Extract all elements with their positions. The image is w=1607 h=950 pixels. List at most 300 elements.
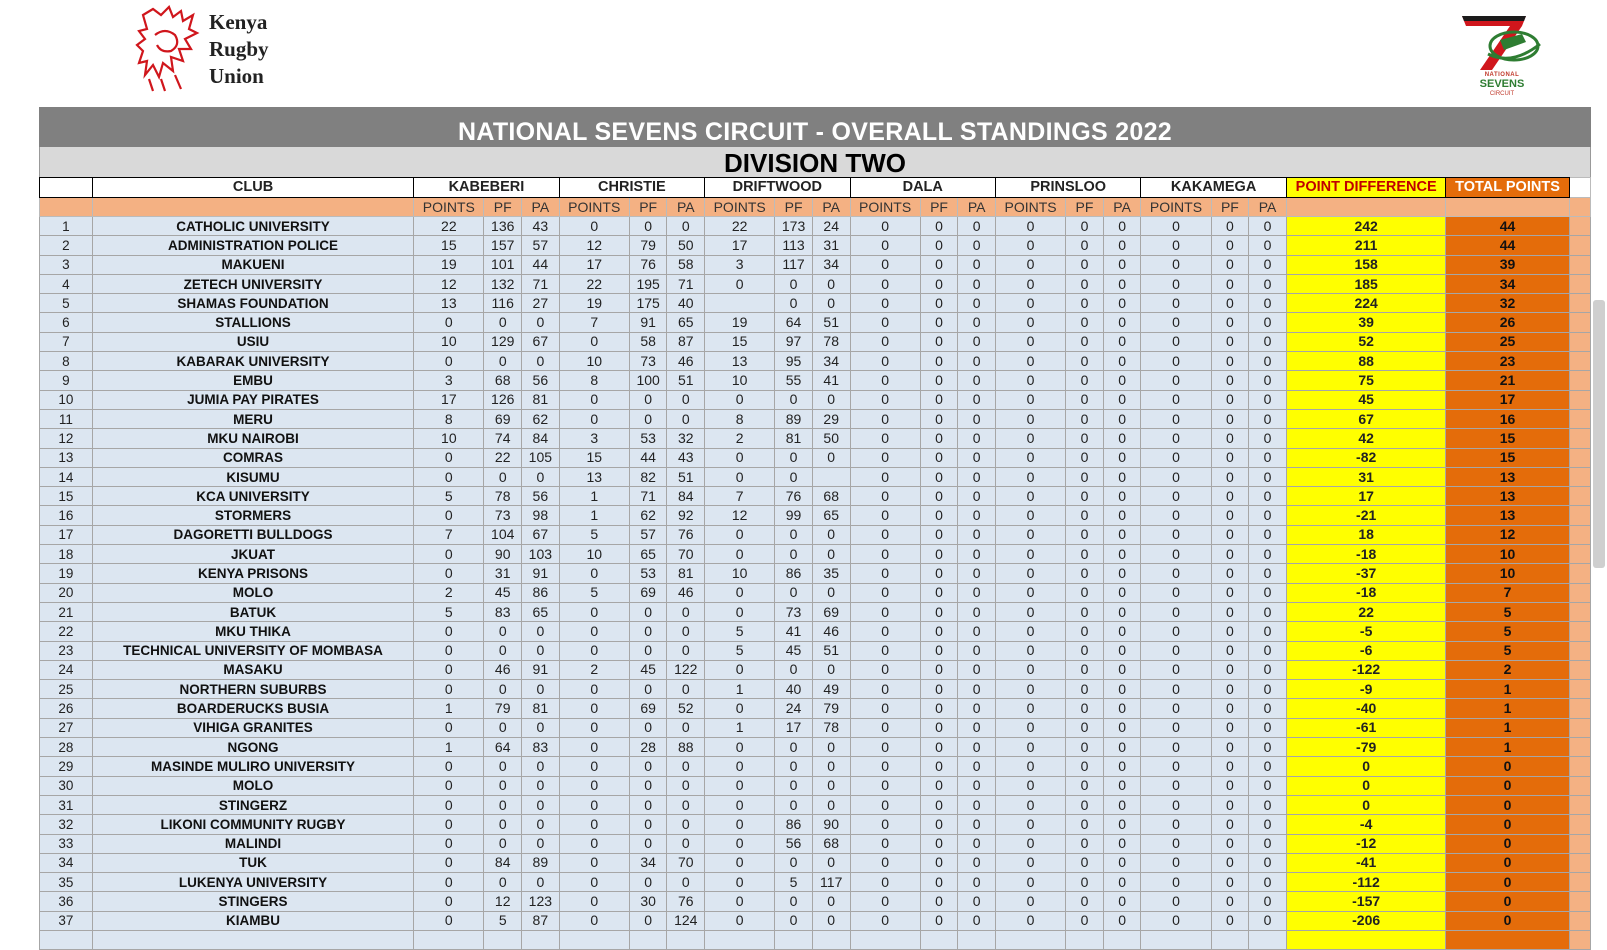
pa-cell: 0 bbox=[1249, 834, 1287, 853]
points-cell: 0 bbox=[1141, 332, 1211, 351]
points-subheader: POINTS bbox=[1141, 198, 1211, 217]
points-cell: 17 bbox=[414, 390, 484, 409]
table-row bbox=[40, 217, 1591, 236]
pf-cell: 53 bbox=[629, 564, 667, 583]
points-cell: 0 bbox=[850, 390, 920, 409]
pf-cell: 82 bbox=[629, 467, 667, 486]
tournament-header: PRINSLOO bbox=[995, 178, 1140, 198]
position-cell: 29 bbox=[40, 757, 93, 776]
points-cell: 0 bbox=[559, 738, 629, 757]
pa-cell: 105 bbox=[522, 448, 560, 467]
filler-cell bbox=[1569, 371, 1590, 390]
table-row bbox=[40, 294, 1591, 313]
point-difference-cell: 42 bbox=[1286, 429, 1446, 448]
empty-cell bbox=[414, 930, 484, 949]
pa-cell: 0 bbox=[812, 776, 850, 795]
pf-cell: 0 bbox=[1066, 873, 1104, 892]
pa-cell: 56 bbox=[522, 487, 560, 506]
pa-cell: 71 bbox=[667, 274, 705, 293]
pf-cell: 0 bbox=[920, 390, 958, 409]
total-points-cell: 0 bbox=[1446, 911, 1569, 930]
filler-cell bbox=[1569, 332, 1590, 351]
table-row bbox=[40, 680, 1591, 699]
position-cell: 11 bbox=[40, 409, 93, 428]
pa-cell: 0 bbox=[958, 409, 996, 428]
pf-cell: 0 bbox=[775, 757, 813, 776]
points-cell: 0 bbox=[559, 680, 629, 699]
points-cell: 0 bbox=[559, 390, 629, 409]
pa-subheader: PA bbox=[667, 198, 705, 217]
pf-cell: 173 bbox=[775, 217, 813, 236]
pa-cell: 0 bbox=[958, 795, 996, 814]
points-cell: 0 bbox=[559, 409, 629, 428]
pa-cell: 78 bbox=[812, 718, 850, 737]
points-cell: 10 bbox=[414, 332, 484, 351]
points-cell: 0 bbox=[995, 448, 1065, 467]
total-points-cell: 2 bbox=[1446, 660, 1569, 679]
pf-cell: 0 bbox=[1211, 274, 1249, 293]
club-cell: LUKENYA UNIVERSITY bbox=[92, 873, 413, 892]
filler-cell bbox=[1569, 525, 1590, 544]
points-cell: 0 bbox=[559, 699, 629, 718]
pf-cell: 0 bbox=[920, 873, 958, 892]
pf-cell: 0 bbox=[1211, 660, 1249, 679]
points-cell: 0 bbox=[995, 911, 1065, 930]
pa-cell: 43 bbox=[522, 217, 560, 236]
pa-cell: 0 bbox=[1103, 545, 1141, 564]
points-cell: 0 bbox=[414, 873, 484, 892]
pf-cell: 117 bbox=[775, 255, 813, 274]
points-cell: 0 bbox=[414, 622, 484, 641]
pf-cell: 5 bbox=[484, 911, 522, 930]
pa-subheader: PA bbox=[1103, 198, 1141, 217]
pf-cell: 73 bbox=[629, 352, 667, 371]
points-cell: 0 bbox=[850, 583, 920, 602]
table-row bbox=[40, 776, 1591, 795]
filler-cell bbox=[1569, 853, 1590, 872]
standings-sheet bbox=[39, 107, 1591, 950]
pf-cell: 129 bbox=[484, 332, 522, 351]
pf-cell: 0 bbox=[1066, 776, 1104, 795]
pa-cell: 0 bbox=[667, 795, 705, 814]
points-cell: 7 bbox=[705, 487, 775, 506]
pf-cell: 0 bbox=[1066, 699, 1104, 718]
pa-cell: 0 bbox=[522, 776, 560, 795]
club-cell: COMRAS bbox=[92, 448, 413, 467]
points-cell: 0 bbox=[559, 332, 629, 351]
points-cell: 0 bbox=[995, 506, 1065, 525]
pa-cell: 0 bbox=[1103, 757, 1141, 776]
vertical-scrollbar[interactable] bbox=[1593, 300, 1605, 568]
points-cell: 0 bbox=[414, 776, 484, 795]
pa-cell: 103 bbox=[522, 545, 560, 564]
pa-cell: 0 bbox=[1103, 217, 1141, 236]
pa-cell: 65 bbox=[522, 602, 560, 621]
total-points-cell: 32 bbox=[1446, 294, 1569, 313]
pa-cell: 0 bbox=[1249, 602, 1287, 621]
points-cell: 5 bbox=[559, 583, 629, 602]
pa-cell: 0 bbox=[1249, 815, 1287, 834]
points-cell: 0 bbox=[850, 371, 920, 390]
total-points-cell: 13 bbox=[1446, 487, 1569, 506]
pa-cell: 0 bbox=[1249, 217, 1287, 236]
pf-cell: 0 bbox=[1211, 487, 1249, 506]
points-cell: 0 bbox=[414, 834, 484, 853]
points-cell: 22 bbox=[559, 274, 629, 293]
total-points-cell: 5 bbox=[1446, 641, 1569, 660]
pf-cell: 0 bbox=[484, 641, 522, 660]
pa-cell: 0 bbox=[812, 390, 850, 409]
club-cell: STORMERS bbox=[92, 506, 413, 525]
points-cell: 1 bbox=[559, 506, 629, 525]
pf-cell: 0 bbox=[775, 545, 813, 564]
points-cell: 0 bbox=[1141, 641, 1211, 660]
empty-cell bbox=[1569, 930, 1590, 949]
pf-cell: 0 bbox=[920, 429, 958, 448]
pa-cell: 91 bbox=[522, 660, 560, 679]
points-cell: 17 bbox=[705, 236, 775, 255]
pf-cell: 0 bbox=[1066, 352, 1104, 371]
pa-cell: 98 bbox=[522, 506, 560, 525]
filler-cell bbox=[1569, 834, 1590, 853]
pf-cell: 0 bbox=[920, 545, 958, 564]
position-cell: 4 bbox=[40, 274, 93, 293]
point-difference-subheader bbox=[1286, 198, 1446, 217]
total-points-cell: 5 bbox=[1446, 602, 1569, 621]
pf-cell: 0 bbox=[1211, 294, 1249, 313]
total-points-cell: 16 bbox=[1446, 409, 1569, 428]
filler-cell bbox=[1569, 641, 1590, 660]
pf-cell: 0 bbox=[920, 564, 958, 583]
pa-cell: 0 bbox=[958, 892, 996, 911]
club-cell: VIHIGA GRANITES bbox=[92, 718, 413, 737]
kenya-rugby-union-wordmark: Kenya Rugby Union bbox=[209, 10, 269, 88]
kenya-rugby-union-logo bbox=[135, 5, 285, 95]
pa-cell: 0 bbox=[667, 757, 705, 776]
points-cell: 0 bbox=[850, 892, 920, 911]
points-cell: 0 bbox=[1141, 217, 1211, 236]
pa-cell: 0 bbox=[958, 332, 996, 351]
pf-cell: 0 bbox=[1211, 429, 1249, 448]
points-cell: 0 bbox=[850, 738, 920, 757]
pa-cell: 0 bbox=[812, 853, 850, 872]
pf-cell: 69 bbox=[629, 699, 667, 718]
points-cell: 0 bbox=[1141, 795, 1211, 814]
points-cell: 0 bbox=[705, 853, 775, 872]
table-row bbox=[40, 352, 1591, 371]
pa-cell: 31 bbox=[812, 236, 850, 255]
pa-cell: 0 bbox=[1249, 313, 1287, 332]
pa-cell: 0 bbox=[1103, 448, 1141, 467]
table-row bbox=[40, 390, 1591, 409]
pf-cell: 0 bbox=[629, 834, 667, 853]
pa-cell: 79 bbox=[812, 699, 850, 718]
pa-cell: 0 bbox=[958, 487, 996, 506]
points-cell: 0 bbox=[995, 795, 1065, 814]
pf-subheader: PF bbox=[484, 198, 522, 217]
pa-cell: 0 bbox=[1103, 255, 1141, 274]
filler-cell bbox=[1569, 545, 1590, 564]
total-points-cell: 1 bbox=[1446, 738, 1569, 757]
pf-cell: 28 bbox=[629, 738, 667, 757]
points-cell: 0 bbox=[1141, 236, 1211, 255]
points-cell: 7 bbox=[414, 525, 484, 544]
pf-cell: 0 bbox=[775, 892, 813, 911]
pf-cell: 0 bbox=[1211, 853, 1249, 872]
pf-cell: 0 bbox=[920, 274, 958, 293]
points-cell: 0 bbox=[995, 718, 1065, 737]
pf-cell: 0 bbox=[920, 255, 958, 274]
point-difference-cell: -206 bbox=[1286, 911, 1446, 930]
points-cell: 0 bbox=[1141, 834, 1211, 853]
pf-cell: 73 bbox=[484, 506, 522, 525]
points-cell: 3 bbox=[559, 429, 629, 448]
club-cell: MKU NAIROBI bbox=[92, 429, 413, 448]
points-cell: 0 bbox=[705, 892, 775, 911]
pa-cell: 0 bbox=[1249, 371, 1287, 390]
table-row bbox=[40, 429, 1591, 448]
pa-cell: 41 bbox=[812, 371, 850, 390]
table-row bbox=[40, 757, 1591, 776]
pf-cell: 0 bbox=[1066, 564, 1104, 583]
pf-cell: 0 bbox=[775, 853, 813, 872]
page-title: NATIONAL SEVENS CIRCUIT - OVERALL STANDINGS 2022 bbox=[39, 107, 1591, 147]
pf-cell: 0 bbox=[1211, 390, 1249, 409]
empty-cell bbox=[667, 930, 705, 949]
points-cell: 0 bbox=[1141, 602, 1211, 621]
points-cell: 0 bbox=[995, 660, 1065, 679]
pf-cell: 0 bbox=[1066, 911, 1104, 930]
pa-cell: 0 bbox=[958, 815, 996, 834]
points-cell: 0 bbox=[705, 738, 775, 757]
pa-cell: 81 bbox=[667, 564, 705, 583]
pa-cell: 67 bbox=[522, 525, 560, 544]
total-points-cell: 0 bbox=[1446, 776, 1569, 795]
table-row bbox=[40, 873, 1591, 892]
pa-cell: 0 bbox=[1249, 390, 1287, 409]
points-cell: 0 bbox=[850, 757, 920, 776]
points-cell: 0 bbox=[414, 313, 484, 332]
pf-cell: 45 bbox=[484, 583, 522, 602]
club-cell: STALLIONS bbox=[92, 313, 413, 332]
point-difference-cell: 185 bbox=[1286, 274, 1446, 293]
position-cell: 9 bbox=[40, 371, 93, 390]
filler-cell bbox=[1569, 409, 1590, 428]
points-cell: 0 bbox=[1141, 699, 1211, 718]
points-cell: 0 bbox=[850, 699, 920, 718]
position-cell: 16 bbox=[40, 506, 93, 525]
empty-cell bbox=[850, 930, 920, 949]
position-cell: 36 bbox=[40, 892, 93, 911]
points-cell: 0 bbox=[850, 467, 920, 486]
pf-cell: 0 bbox=[484, 757, 522, 776]
point-difference-cell: -37 bbox=[1286, 564, 1446, 583]
pa-cell: 0 bbox=[1249, 294, 1287, 313]
club-cell: KIAMBU bbox=[92, 911, 413, 930]
points-cell: 0 bbox=[1141, 911, 1211, 930]
club-cell: STINGERZ bbox=[92, 795, 413, 814]
pf-cell: 74 bbox=[484, 429, 522, 448]
pf-cell: 0 bbox=[1211, 602, 1249, 621]
pa-cell: 46 bbox=[667, 352, 705, 371]
pa-cell: 0 bbox=[1103, 911, 1141, 930]
pa-cell: 51 bbox=[812, 313, 850, 332]
pa-cell: 0 bbox=[667, 602, 705, 621]
pa-cell: 0 bbox=[1103, 236, 1141, 255]
points-cell: 0 bbox=[705, 467, 775, 486]
points-cell: 0 bbox=[995, 602, 1065, 621]
table-row bbox=[40, 274, 1591, 293]
total-points-cell: 0 bbox=[1446, 853, 1569, 872]
points-cell: 13 bbox=[559, 467, 629, 486]
points-cell: 0 bbox=[995, 545, 1065, 564]
pf-cell: 0 bbox=[629, 757, 667, 776]
pa-cell: 0 bbox=[1249, 738, 1287, 757]
position-cell: 33 bbox=[40, 834, 93, 853]
pa-cell: 0 bbox=[1249, 660, 1287, 679]
empty-cell bbox=[775, 930, 813, 949]
pf-cell: 0 bbox=[1066, 641, 1104, 660]
points-cell: 0 bbox=[995, 699, 1065, 718]
point-difference-cell: 224 bbox=[1286, 294, 1446, 313]
club-cell: CATHOLIC UNIVERSITY bbox=[92, 217, 413, 236]
pa-cell: 0 bbox=[1103, 699, 1141, 718]
pf-cell: 0 bbox=[1211, 409, 1249, 428]
filler-cell bbox=[1569, 217, 1590, 236]
table-row bbox=[40, 545, 1591, 564]
pa-cell: 0 bbox=[958, 294, 996, 313]
points-cell: 2 bbox=[414, 583, 484, 602]
pf-cell: 0 bbox=[1066, 487, 1104, 506]
position-cell: 27 bbox=[40, 718, 93, 737]
position-cell: 26 bbox=[40, 699, 93, 718]
pf-cell: 0 bbox=[1066, 525, 1104, 544]
pf-cell: 0 bbox=[1211, 236, 1249, 255]
pf-cell: 64 bbox=[775, 313, 813, 332]
club-cell: DAGORETTI BULLDOGS bbox=[92, 525, 413, 544]
pf-cell: 0 bbox=[1211, 776, 1249, 795]
pa-cell: 0 bbox=[958, 352, 996, 371]
pa-cell: 0 bbox=[958, 583, 996, 602]
total-points-cell: 44 bbox=[1446, 236, 1569, 255]
empty-cell bbox=[629, 930, 667, 949]
total-points-cell: 5 bbox=[1446, 622, 1569, 641]
empty-cell bbox=[522, 930, 560, 949]
pf-cell: 0 bbox=[1066, 545, 1104, 564]
pa-cell: 0 bbox=[1103, 274, 1141, 293]
points-cell: 0 bbox=[995, 274, 1065, 293]
pa-cell: 0 bbox=[812, 294, 850, 313]
points-cell: 0 bbox=[995, 815, 1065, 834]
points-cell: 0 bbox=[705, 699, 775, 718]
position-cell: 18 bbox=[40, 545, 93, 564]
pf-cell: 0 bbox=[920, 699, 958, 718]
position-cell: 31 bbox=[40, 795, 93, 814]
pf-cell: 55 bbox=[775, 371, 813, 390]
points-cell: 0 bbox=[850, 274, 920, 293]
pf-cell: 0 bbox=[1211, 332, 1249, 351]
empty-cell bbox=[812, 930, 850, 949]
pa-cell: 0 bbox=[958, 641, 996, 660]
pa-cell: 0 bbox=[667, 718, 705, 737]
pf-cell: 0 bbox=[1211, 525, 1249, 544]
pf-cell: 0 bbox=[775, 390, 813, 409]
pa-cell: 0 bbox=[958, 429, 996, 448]
points-cell: 1 bbox=[414, 738, 484, 757]
pf-cell: 0 bbox=[1066, 738, 1104, 757]
pos-header bbox=[40, 178, 93, 198]
division-title: DIVISION TWO bbox=[39, 147, 1591, 177]
points-cell: 0 bbox=[850, 294, 920, 313]
pa-cell: 0 bbox=[1249, 699, 1287, 718]
points-cell: 0 bbox=[850, 873, 920, 892]
pf-cell: 0 bbox=[629, 602, 667, 621]
table-row bbox=[40, 602, 1591, 621]
pa-cell: 0 bbox=[812, 660, 850, 679]
points-cell: 0 bbox=[1141, 815, 1211, 834]
points-cell: 0 bbox=[414, 545, 484, 564]
pa-cell: 83 bbox=[522, 738, 560, 757]
pa-cell: 0 bbox=[1103, 815, 1141, 834]
pf-cell: 0 bbox=[484, 718, 522, 737]
pf-cell: 0 bbox=[920, 332, 958, 351]
pf-cell: 0 bbox=[1066, 506, 1104, 525]
club-cell: MASINDE MULIRO UNIVERSITY bbox=[92, 757, 413, 776]
points-cell: 10 bbox=[705, 371, 775, 390]
points-cell: 1 bbox=[559, 487, 629, 506]
pf-cell: 0 bbox=[1066, 409, 1104, 428]
pa-cell: 0 bbox=[1249, 873, 1287, 892]
pf-cell: 0 bbox=[484, 834, 522, 853]
pa-cell: 0 bbox=[1249, 583, 1287, 602]
points-cell: 22 bbox=[414, 217, 484, 236]
pf-cell: 73 bbox=[775, 602, 813, 621]
filler-cell bbox=[1569, 274, 1590, 293]
pa-cell: 0 bbox=[667, 641, 705, 660]
pa-cell: 0 bbox=[522, 718, 560, 737]
points-cell: 0 bbox=[414, 660, 484, 679]
pa-cell: 0 bbox=[958, 564, 996, 583]
pf-cell: 41 bbox=[775, 622, 813, 641]
pf-cell: 0 bbox=[1066, 294, 1104, 313]
pf-cell: 0 bbox=[1066, 467, 1104, 486]
point-difference-cell: -21 bbox=[1286, 506, 1446, 525]
pf-cell: 0 bbox=[1211, 641, 1249, 660]
pf-cell: 0 bbox=[1066, 602, 1104, 621]
points-cell: 0 bbox=[559, 564, 629, 583]
filler-cell bbox=[1569, 660, 1590, 679]
pf-cell: 0 bbox=[1211, 352, 1249, 371]
pa-cell: 90 bbox=[812, 815, 850, 834]
pf-cell: 0 bbox=[484, 622, 522, 641]
pf-cell: 0 bbox=[920, 680, 958, 699]
pf-cell: 46 bbox=[484, 660, 522, 679]
points-cell: 8 bbox=[705, 409, 775, 428]
pf-cell: 57 bbox=[629, 525, 667, 544]
total-points-cell: 1 bbox=[1446, 680, 1569, 699]
club-cell: MKU THIKA bbox=[92, 622, 413, 641]
pf-cell: 0 bbox=[484, 815, 522, 834]
pf-cell: 68 bbox=[484, 371, 522, 390]
pa-cell: 91 bbox=[522, 564, 560, 583]
position-cell: 14 bbox=[40, 467, 93, 486]
points-cell: 0 bbox=[414, 641, 484, 660]
pa-cell: 0 bbox=[812, 274, 850, 293]
points-cell: 0 bbox=[414, 757, 484, 776]
pa-cell: 0 bbox=[1249, 853, 1287, 872]
pf-cell: 53 bbox=[629, 429, 667, 448]
pf-cell: 0 bbox=[484, 313, 522, 332]
